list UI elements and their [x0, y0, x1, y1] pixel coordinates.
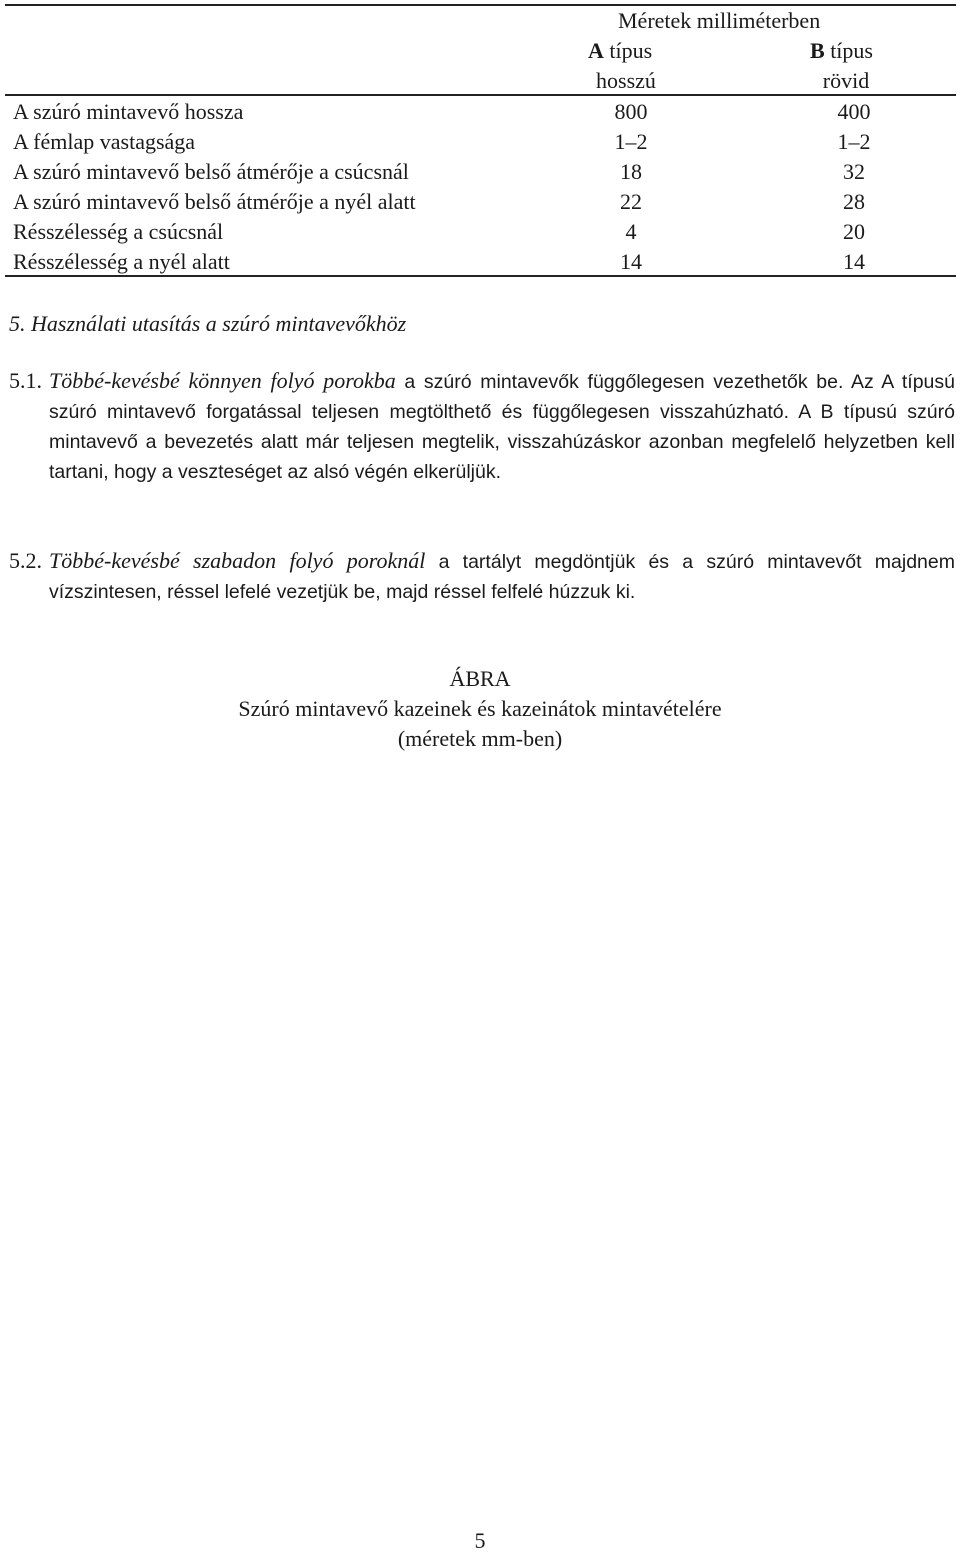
paragraph-italic: Többé-kevésbé könnyen folyó porokba [49, 368, 396, 393]
paragraph-text: a tartályt megdöntjük és a szúró mintavevőt majdnem vízszintesen, réssel lefelé vezetjük be, majd réssel felfelé húzzuk ki. [49, 551, 955, 603]
table-row-label: A szúró mintavevő belső átmérője a csúcsnál [13, 159, 409, 184]
paragraph-number: 5.1. [9, 368, 42, 393]
table-row-label: Résszélesség a nyél alatt [13, 249, 230, 274]
figure-units: (méretek mm-ben) [397, 726, 563, 751]
table-row-label: A szúró mintavevő hossza [13, 99, 244, 124]
table-row-label: A fémlap vastagsága [13, 129, 196, 154]
table-cell-a: 18 [620, 159, 642, 184]
table-row-label: Résszélesség a csúcsnál [13, 219, 224, 244]
paragraph-5-1 [9, 366, 955, 487]
table-bottom-rule [5, 275, 956, 277]
table-cell-a: 1–2 [614, 129, 648, 154]
col-b-header: B típus [810, 38, 873, 63]
table-cell-b: 20 [843, 219, 865, 244]
table-cell-a: 800 [614, 99, 648, 124]
page-number: 5 [474, 1528, 486, 1553]
col-a-subheader: hosszú [596, 68, 656, 93]
paragraph-5-2 [9, 546, 955, 607]
table-cell-b: 400 [837, 99, 871, 124]
table-cell-b: 1–2 [837, 129, 871, 154]
paragraph-italic: Többé-kevésbé szabadon folyó poroknál [49, 548, 426, 573]
table-cell-b: 32 [843, 159, 865, 184]
paragraph-text: a szúró mintavevők függőlegesen vezethetők be. Az A típusú szúró mintavevő forgatással teljesen megtölthető és függőlegesen visszahúzható. A B típusú szúró mintavevő a bevezetés alatt már teljesen megtelik, visszahúzáskor azonban megfelelő helyzetben kell tartani, hogy a veszteséget az alsó végén elkerüljük. [49, 371, 955, 483]
col-a-header: A típus [588, 38, 653, 63]
table-row-label: A szúró mintavevő belső átmérője a nyél alatt [13, 189, 416, 214]
section-heading: 5. Használati utasítás a szúró mintavevőkhöz [9, 311, 407, 336]
table-cell-b: 28 [843, 189, 865, 214]
table-cell-a: 4 [625, 219, 637, 244]
figure-title: Szúró mintavevő kazeinek és kazeinátok mintavételére [238, 696, 722, 721]
col-b-subheader: rövid [822, 68, 870, 93]
table-cell-a: 22 [620, 189, 642, 214]
table-cell-a: 14 [620, 249, 642, 274]
table-cell-b: 14 [843, 249, 865, 274]
units-header: Méretek milliméterben [618, 8, 821, 33]
figure-label: ÁBRA [449, 666, 511, 691]
table-header-rule [5, 94, 956, 96]
paragraph-number: 5.2. [9, 548, 42, 573]
